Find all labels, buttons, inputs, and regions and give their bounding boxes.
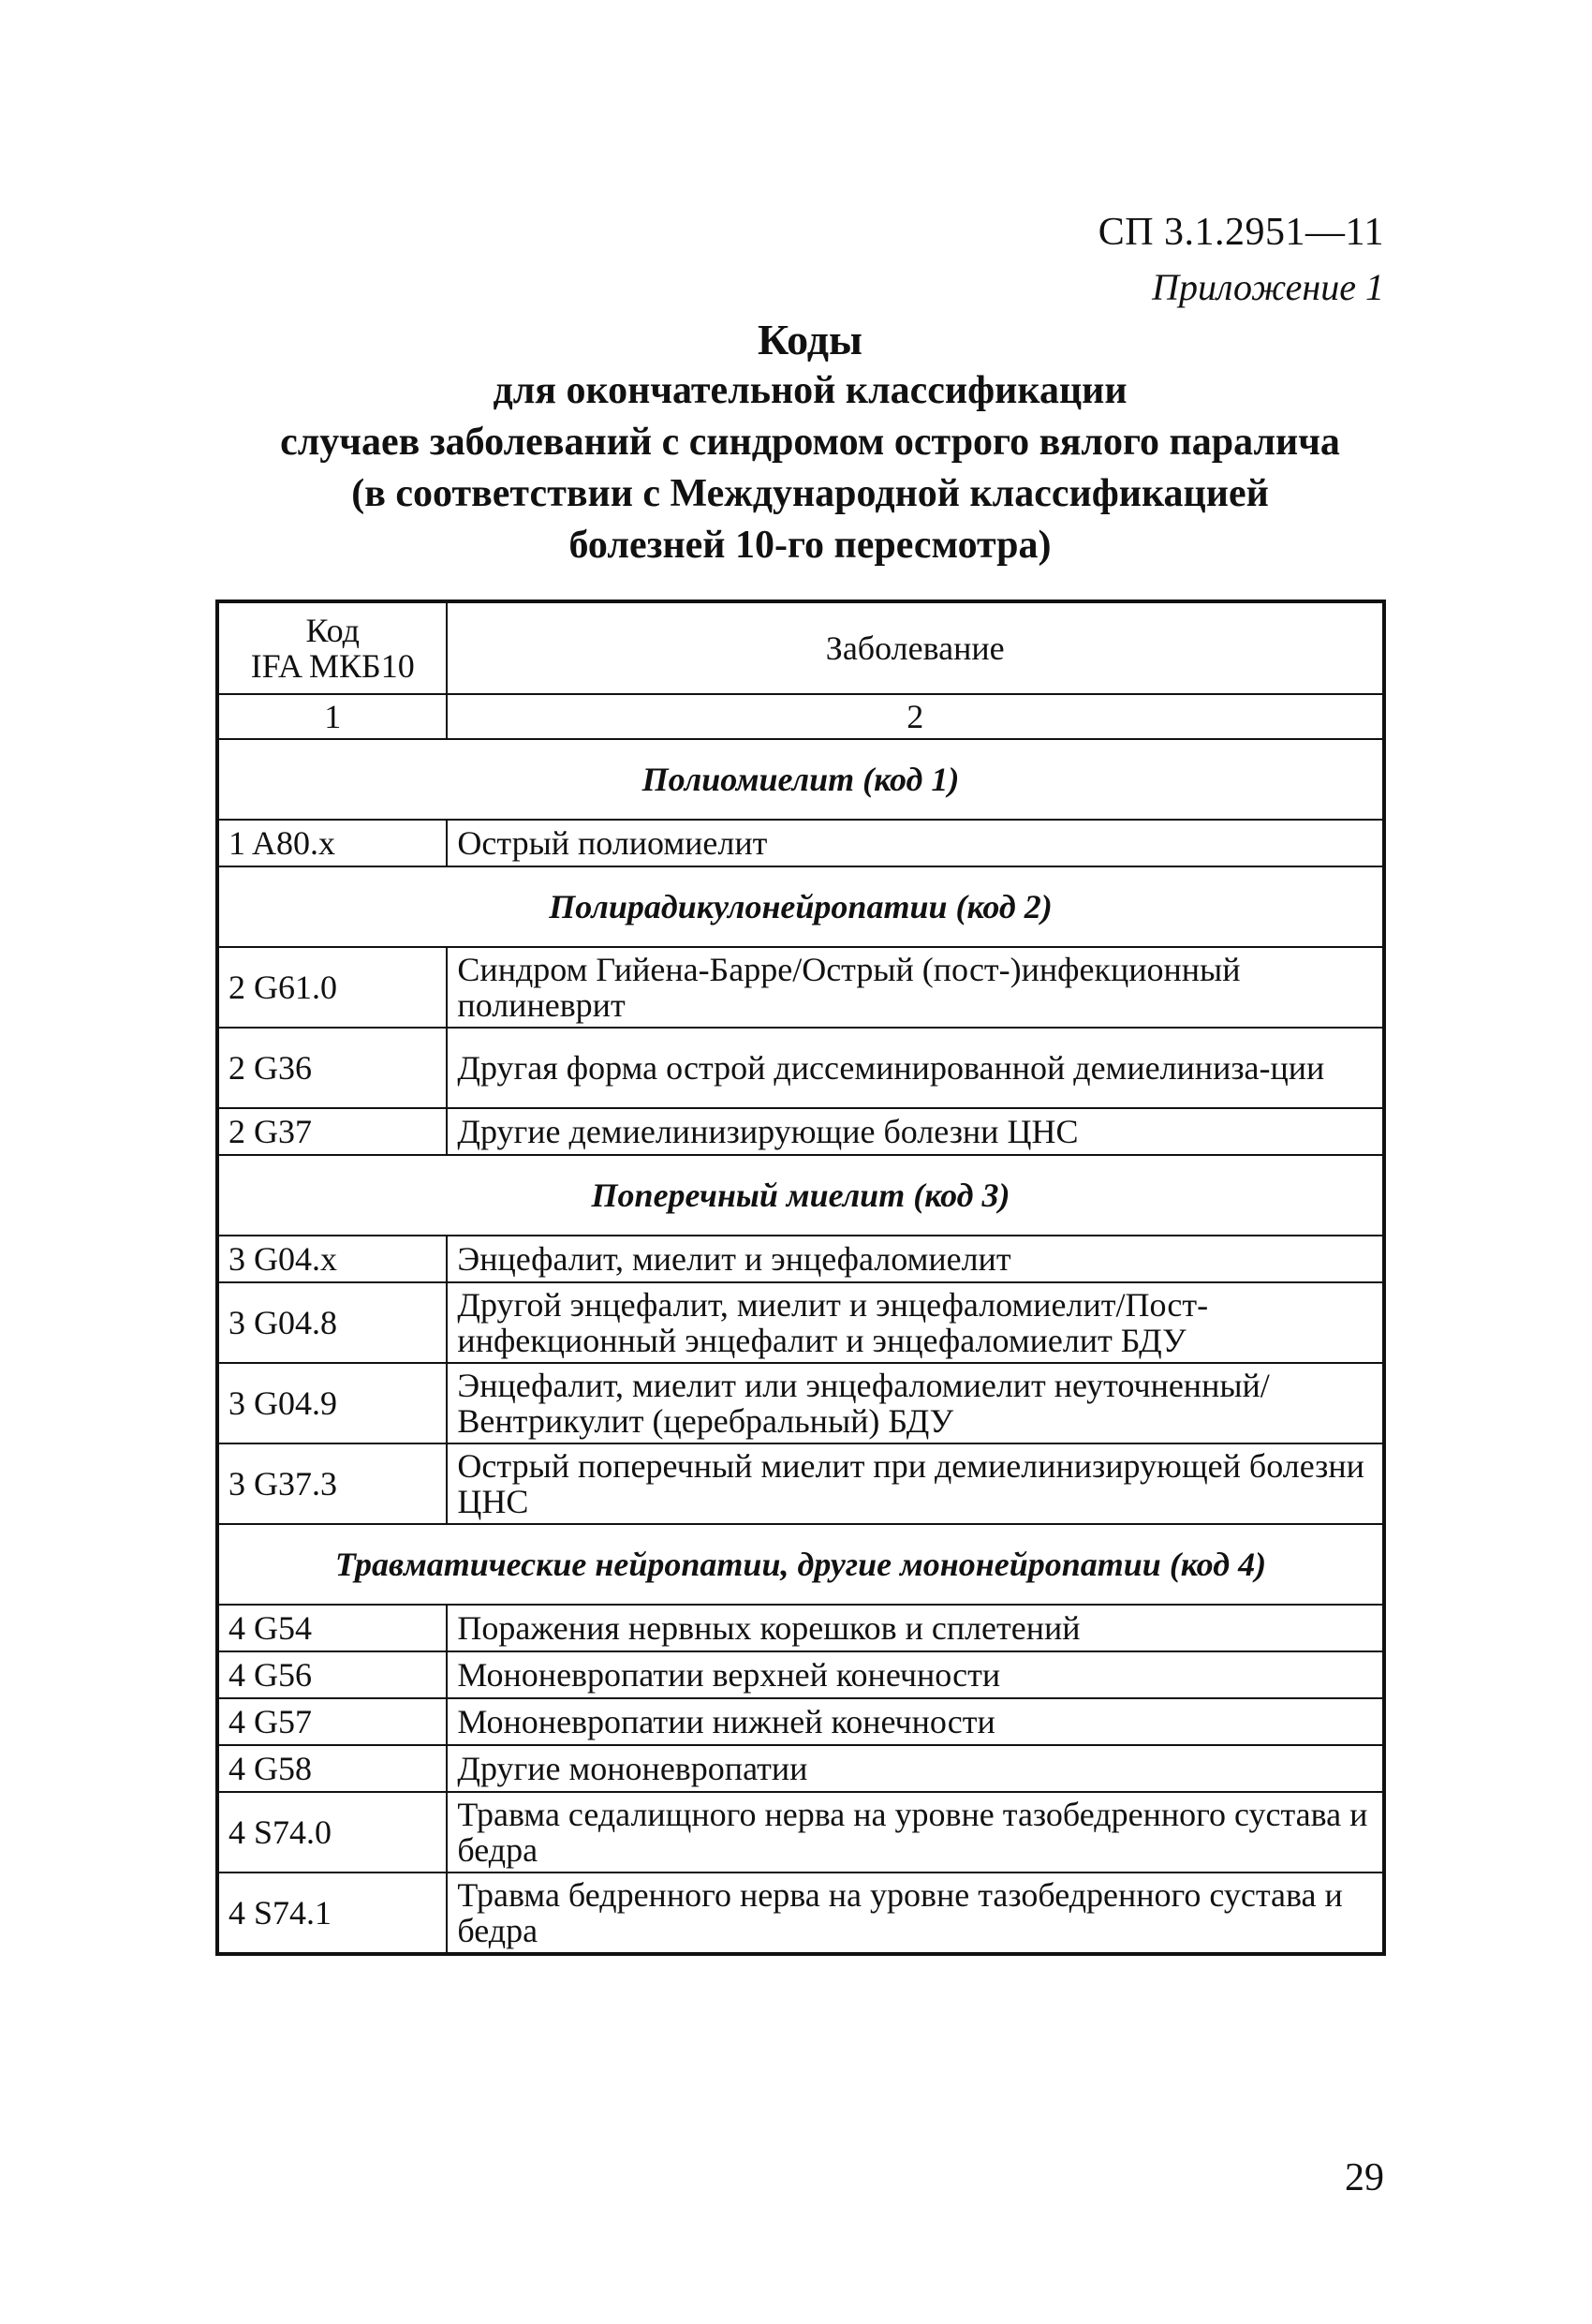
disease-cell: Острый полиомиелит [447,820,1384,866]
table-row [217,1873,1384,1954]
table-row [217,1282,1384,1363]
page-title [215,314,1405,571]
header-code-line1: Код [305,612,360,649]
table-row [217,820,1384,866]
table-row [217,1745,1384,1792]
table-row [217,1651,1384,1698]
disease-cell: Синдром Гийена-Барре/Острый (пост-)инфекционный полиневрит [447,947,1384,1028]
code-cell: 4 G54 [217,1605,447,1651]
code-cell: 1 A80.x [217,820,447,866]
codes-table [215,600,1386,1956]
header-disease-cell: Заболевание [447,601,1384,694]
disease-cell: Травма седалищного нерва на уровне тазобедренного сустава и бедра [447,1792,1384,1873]
section-header-row [217,1155,1384,1236]
code-cell: 3 G04.8 [217,1282,447,1363]
table-row [217,1108,1384,1155]
header-code-line2: IFA МКБ10 [250,647,415,685]
code-cell: 3 G04.x [217,1236,447,1282]
section-title: Поперечный миелит (код 3) [217,1155,1384,1236]
section-header-row [217,739,1384,820]
code-cell: 4 G58 [217,1745,447,1792]
code-cell: 4 S74.1 [217,1873,447,1954]
code-cell: 3 G04.9 [217,1363,447,1443]
disease-cell: Другие мононевропатии [447,1745,1384,1792]
document-code: СП 3.1.2951—11 [1098,211,1384,254]
table-row [217,947,1384,1028]
code-cell: 4 G56 [217,1651,447,1698]
code-cell: 3 G37.3 [217,1443,447,1524]
title-line: для окончательной классификации [493,369,1128,412]
disease-cell: Мононевропатии нижней конечности [447,1698,1384,1745]
disease-cell: Другой энцефалит, миелит и энцефаломиелит/Пост-инфекционный энцефалит и энцефаломиелит БДУ [447,1282,1384,1363]
title-line: случаев заболеваний с синдромом острого вялого паралича [280,421,1340,464]
code-cell: 2 G36 [217,1028,447,1108]
disease-cell: Энцефалит, миелит и энцефаломиелит [447,1236,1384,1282]
disease-cell: Острый поперечный миелит при демиелинизирующей болезни ЦНС [447,1443,1384,1524]
disease-cell: Энцефалит, миелит или энцефаломиелит неуточненный/ Вентрикулит (церебральный) БДУ [447,1363,1384,1443]
section-title: Полирадикулонейропатии (код 2) [217,866,1384,947]
table-row [217,1698,1384,1745]
page-number: 29 [1345,2156,1384,2199]
column-number-2: 2 [447,694,1384,739]
appendix-label: Приложение 1 [1152,266,1384,308]
title-line: болезней 10-го пересмотра) [568,524,1052,567]
table-row [217,1363,1384,1443]
table-header-row [217,601,1384,694]
disease-cell: Поражения нервных корешков и сплетений [447,1605,1384,1651]
code-cell: 4 S74.0 [217,1792,447,1873]
code-cell: 2 G61.0 [217,947,447,1028]
disease-cell: Травма бедренного нерва на уровне тазобедренного сустава и бедра [447,1873,1384,1954]
code-cell: 4 G57 [217,1698,447,1745]
disease-cell: Мононевропатии верхней конечности [447,1651,1384,1698]
table-row [217,1605,1384,1651]
table-row [217,1028,1384,1108]
disease-cell: Другие демиелинизирующие болезни ЦНС [447,1108,1384,1155]
section-header-row [217,1524,1384,1605]
column-number-1: 1 [217,694,447,739]
section-title: Травматические нейропатии, другие мононейропатии (код 4) [217,1524,1384,1605]
table-row [217,1236,1384,1282]
code-cell: 2 G37 [217,1108,447,1155]
section-title: Полиомиелит (код 1) [217,739,1384,820]
column-number-row [217,694,1384,739]
disease-cell: Другая форма острой диссеминированной демиелиниза-ции [447,1028,1384,1108]
table-row [217,1443,1384,1524]
table-row [217,1792,1384,1873]
title-line: Коды [758,316,862,363]
title-line: (в соответствии с Международной классификацией [351,472,1269,515]
section-header-row [217,866,1384,947]
header-code-cell [217,601,447,694]
